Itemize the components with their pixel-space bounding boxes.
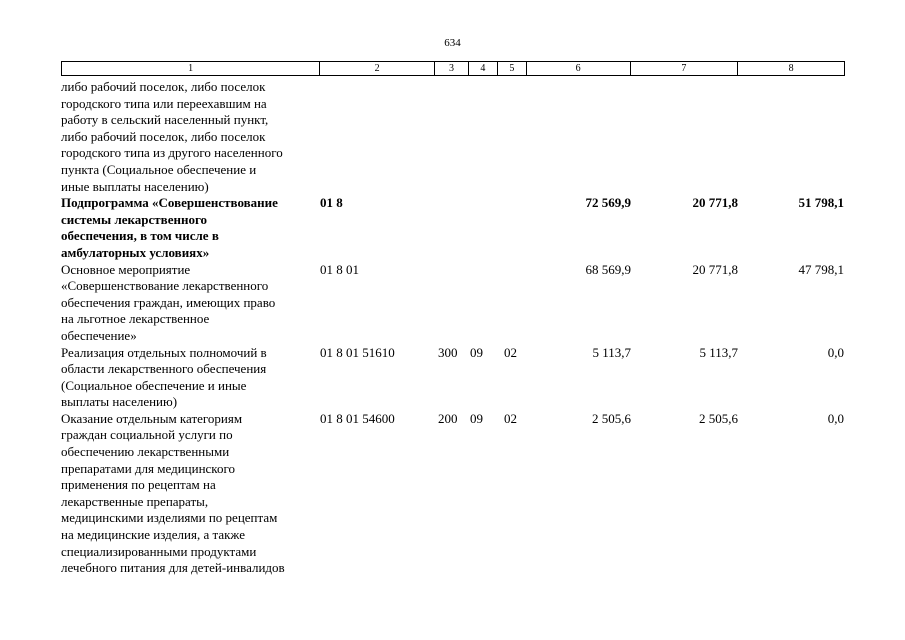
row-value-col7: 2 505,6 <box>699 410 738 426</box>
row-value-col8: 47 798,1 <box>798 261 844 277</box>
column-header-8: 8 <box>788 63 794 74</box>
column-header-1: 1 <box>62 62 320 75</box>
row-subsection: 02 <box>504 410 517 426</box>
row-value-col8: 0,0 <box>827 410 844 426</box>
table-body <box>61 79 851 577</box>
table-row <box>61 79 851 195</box>
row-description: Подпрограмма «Совершенствование системы лекарственного обеспечения, в том числе в амбулаторных условиях» <box>61 195 278 260</box>
table-row-subprogram <box>61 195 851 261</box>
column-header-6: 6 <box>527 62 631 75</box>
column-header-4: 4 <box>469 62 498 75</box>
row-code: 01 8 01 51610 <box>320 344 395 360</box>
row-expense-type: 300 <box>438 344 458 360</box>
row-value-col7: 5 113,7 <box>699 344 738 360</box>
row-value-col8: 0,0 <box>827 344 844 360</box>
table-row <box>61 262 851 345</box>
row-subsection: 02 <box>504 344 517 360</box>
row-code: 01 8 <box>320 195 343 211</box>
page-number: 634 <box>444 37 461 49</box>
table-header <box>61 61 845 76</box>
column-header-7: 7 <box>631 62 739 75</box>
column-header-5: 5 <box>498 62 527 75</box>
row-expense-type: 200 <box>438 410 458 426</box>
row-value-col8: 51 798,1 <box>798 195 844 211</box>
row-code: 01 8 01 <box>320 261 359 277</box>
row-section: 09 <box>470 410 483 426</box>
row-description: либо рабочий поселок, либо поселок городского типа или переехавшим на работу в сельский населенный пункт, либо рабочий поселок, либо поселок городского типа из другого населенного пункта (Социальное обеспечение и иные выплаты населению) <box>61 79 283 194</box>
row-value-col7: 20 771,8 <box>692 261 738 277</box>
row-description: Основное мероприятие «Совершенствование лекарственного обеспечения граждан, имеющих право на льготное лекарственное обеспечение» <box>61 261 276 343</box>
row-value-total: 5 113,7 <box>592 344 631 360</box>
column-header-3: 3 <box>435 62 469 75</box>
row-section: 09 <box>470 344 483 360</box>
row-value-total: 2 505,6 <box>592 410 631 426</box>
row-description: Оказание отдельным категориям граждан социальной услуги по обеспечению лекарственными препаратами для медицинского применения по рецептам на лекарственные препараты, медицинскими изделиями по рецептам на медицинские изделия, а также специализированными продуктами лечебного питания для детей-инвалидов <box>61 410 285 576</box>
row-value-total: 68 569,9 <box>585 261 631 277</box>
table-row <box>61 345 851 411</box>
column-header-2: 2 <box>320 62 435 75</box>
row-description: Реализация отдельных полномочий в области лекарственного обеспечения (Социальное обеспечение и иные выплаты населению) <box>61 344 267 410</box>
row-code: 01 8 01 54600 <box>320 410 395 426</box>
table-row <box>61 411 851 577</box>
row-value-total: 72 569,9 <box>585 195 631 211</box>
row-value-col7: 20 771,8 <box>692 195 738 211</box>
